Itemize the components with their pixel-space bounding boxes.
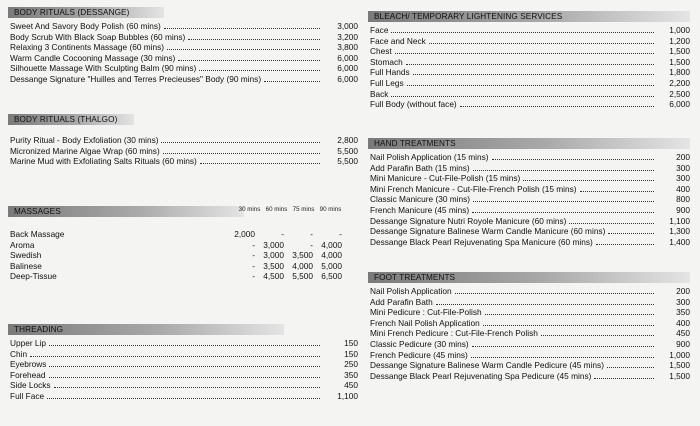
massage-table [8, 229, 358, 282]
list-item [368, 339, 690, 350]
leader-dots [49, 366, 320, 367]
leader-dots [472, 346, 654, 347]
duration-columns [236, 206, 344, 213]
price-30: - [252, 250, 255, 261]
list-item [368, 237, 690, 248]
leader-dots [483, 325, 654, 326]
item-label: Body Scrub With Black Soap Bubbles (60 mins) [10, 31, 186, 42]
item-label: Purity Ritual - Body Exfoliation (30 mins) [10, 135, 159, 145]
item-price: 1,000 [669, 349, 690, 360]
list-item [368, 163, 690, 174]
item-price: 2,800 [337, 135, 358, 145]
item-label: French Nail Polish Application [370, 317, 480, 328]
list-item [8, 42, 358, 53]
leader-dots [596, 244, 654, 245]
list-item [8, 63, 358, 74]
item-label: Full Face [10, 390, 45, 401]
price-75: - [310, 229, 313, 239]
list-item [368, 328, 690, 339]
leader-dots [391, 96, 654, 97]
item-price: 800 [676, 194, 690, 205]
list-item [8, 380, 358, 391]
leader-dots [49, 345, 320, 346]
leader-dots [47, 398, 320, 399]
price-90: 6,500 [321, 271, 342, 282]
leader-dots [472, 212, 654, 213]
leader-dots [188, 39, 320, 40]
leader-dots [406, 64, 654, 65]
column-header: 30 mins [238, 206, 261, 213]
item-label: Relaxing 3 Continents Massage (60 mins) [10, 42, 165, 53]
list-item [368, 46, 690, 57]
item-label: Silhouette Massage With Sculpting Balm (90 mins) [10, 63, 197, 74]
item-label: Classic Manicure (30 mins) [370, 194, 471, 205]
item-label: Mini Pedicure : Cut-File-Polish [370, 307, 482, 318]
item-label: Classic Pedicure (30 mins) [370, 338, 469, 349]
leader-dots [607, 367, 654, 368]
list-item [368, 152, 690, 163]
item-label: Dessange Black Pearl Rejuvenating Spa Manicure (60 mins) [370, 236, 593, 247]
item-price: 5,500 [337, 156, 358, 167]
list-item [8, 135, 358, 146]
section-title: THREADING [8, 324, 284, 335]
section-title: BLEACH/ TEMPORARY LIGHTENING SERVICES [368, 11, 690, 22]
item-label: Full Hands [370, 67, 410, 78]
item-price: 400 [676, 183, 690, 194]
item-label: Side Locks [10, 380, 51, 391]
leader-dots [264, 81, 320, 82]
list-item [368, 173, 690, 184]
item-label: Sweet And Savory Body Polish (60 mins) [10, 21, 161, 31]
list-item [368, 226, 690, 237]
section-title: FOOT TREATMENTS [368, 272, 690, 283]
leader-dots [391, 32, 654, 33]
item-label: Stomach [370, 56, 403, 67]
leader-dots [161, 142, 320, 143]
price-30: - [252, 271, 255, 282]
list-item [368, 318, 690, 329]
list-item [368, 350, 690, 361]
item-label: French Pedicure (45 mins) [370, 349, 468, 360]
item-label: Nail Polish Application [370, 286, 452, 296]
leader-dots [49, 377, 320, 378]
leader-dots [473, 201, 654, 202]
item-price: 1,000 [669, 25, 690, 35]
item-price: 900 [676, 338, 690, 349]
leader-dots [164, 28, 320, 29]
leader-dots [413, 74, 654, 75]
item-list [368, 25, 690, 110]
price-75: - [310, 239, 313, 250]
list-item [368, 371, 690, 382]
list-item [368, 205, 690, 216]
item-label: Aroma [10, 239, 35, 250]
leader-dots [199, 70, 320, 71]
item-price: 5,500 [337, 145, 358, 156]
price-90: - [339, 229, 342, 239]
price-60: 3,500 [263, 260, 284, 271]
item-price: 6,000 [337, 63, 358, 74]
list-item [368, 36, 690, 47]
item-price: 6,000 [337, 52, 358, 63]
leader-dots [471, 357, 654, 358]
leader-dots [163, 153, 320, 154]
item-label: Back [370, 88, 389, 99]
massages-header [8, 206, 358, 217]
price-60: 3,000 [263, 250, 284, 261]
leader-dots [569, 223, 654, 224]
item-price: 2,500 [669, 88, 690, 99]
list-item [368, 89, 690, 100]
item-label: Marine Mud with Exfoliating Salts Rituals (60 mins) [10, 156, 197, 167]
item-label: Deep-Tissue [10, 271, 57, 282]
list-item [368, 194, 690, 205]
section-title: BODY RITUALS (THALGO) [8, 114, 134, 125]
list-item [8, 338, 358, 349]
item-label: Mini Manicure - Cut-File-Polish (15 mins) [370, 173, 521, 184]
item-price: 1,500 [669, 370, 690, 381]
item-price: 350 [344, 369, 358, 380]
list-item [368, 307, 690, 318]
item-price: 1,400 [669, 236, 690, 247]
leader-dots [492, 159, 654, 160]
item-price: 6,000 [669, 99, 690, 110]
price-75: 5,500 [292, 271, 313, 282]
list-item [368, 184, 690, 195]
list-item [8, 156, 358, 167]
price-75: 3,500 [292, 250, 313, 261]
column-header: 75 mins [292, 206, 315, 213]
leader-dots [594, 378, 654, 379]
list-item [8, 359, 358, 370]
item-label: Full Legs [370, 77, 404, 88]
item-list [8, 338, 358, 402]
item-price: 150 [344, 338, 358, 348]
list-item [8, 74, 358, 85]
price-30: - [252, 260, 255, 271]
item-price: 300 [676, 173, 690, 184]
item-label: French Manicure (45 mins) [370, 204, 470, 215]
table-row [8, 240, 358, 251]
item-price: 2,200 [669, 77, 690, 88]
item-label: Balinese [10, 260, 42, 271]
item-label: Dessange Signature Balinese Warm Candle Manicure (60 mins) [370, 226, 606, 237]
item-label: Add Parafin Bath [370, 296, 433, 307]
list-item [368, 297, 690, 308]
leader-dots [455, 293, 654, 294]
item-label: Chin [10, 348, 28, 359]
item-price: 1,500 [669, 46, 690, 57]
item-label: Mini French Manicure - Cut-File-French Polish (15 mins) [370, 183, 577, 194]
leader-dots [407, 85, 654, 86]
item-label: Dessange Signature Nutri Royole Manicure (60 mins) [370, 215, 567, 226]
leader-dots [30, 356, 320, 357]
price-90: 4,000 [321, 239, 342, 250]
item-price: 1,500 [669, 56, 690, 67]
table-row [8, 271, 358, 282]
item-price: 1,100 [669, 215, 690, 226]
item-price: 3,000 [337, 21, 358, 31]
item-price: 300 [676, 296, 690, 307]
list-item [8, 370, 358, 381]
item-label: Mini French Pedicure : Cut-File-French Polish [370, 328, 538, 339]
item-label: Warm Candle Cocooning Massage (30 mins) [10, 52, 176, 63]
item-label: Dessange Signature Balinese Warm Candle Pedicure (45 mins) [370, 360, 604, 371]
list-item [368, 99, 690, 110]
item-price: 3,800 [337, 42, 358, 53]
list-item [368, 67, 690, 78]
leader-dots [436, 304, 654, 305]
list-item [8, 21, 358, 32]
item-price: 1,200 [669, 35, 690, 46]
item-list [368, 286, 690, 381]
leader-dots [167, 49, 320, 50]
item-price: 900 [676, 204, 690, 215]
list-item [8, 53, 358, 64]
leader-dots [580, 191, 654, 192]
leader-dots [485, 314, 654, 315]
leader-dots [429, 43, 654, 44]
section-threading [8, 324, 358, 402]
item-list [8, 135, 358, 167]
list-item [368, 78, 690, 89]
item-label: Forehead [10, 369, 46, 380]
column-header: 90 mins [319, 206, 342, 213]
item-price: 1,500 [669, 360, 690, 371]
list-item [368, 216, 690, 227]
item-label: Dessange Black Pearl Rejuvenating Spa Pedicure (45 mins) [370, 370, 592, 381]
item-price: 400 [676, 317, 690, 328]
item-label: Upper Lip [10, 338, 46, 348]
item-label: Swedish [10, 250, 42, 261]
section-body-rituals-dessange [8, 7, 358, 85]
item-list [8, 21, 358, 85]
item-price: 200 [676, 286, 690, 296]
price-30: - [252, 239, 255, 250]
leader-dots [541, 335, 654, 336]
item-list [368, 152, 690, 247]
section-body-rituals-thalgo [8, 114, 358, 167]
item-label: Add Parafin Bath (15 mins) [370, 162, 470, 173]
item-price: 300 [676, 162, 690, 173]
list-item [8, 349, 358, 360]
section-massages [8, 206, 358, 282]
item-label: Nail Polish Application (15 mins) [370, 152, 489, 162]
section-foot-treatments [368, 272, 690, 381]
item-label: Micronized Marine Algae Wrap (60 mins) [10, 145, 160, 156]
item-price: 200 [676, 152, 690, 162]
column-header: 60 mins [265, 206, 288, 213]
list-item [368, 360, 690, 371]
section-hand-treatments [368, 138, 690, 247]
list-item [8, 391, 358, 402]
list-item [368, 286, 690, 297]
section-title: HAND TREATMENTS [368, 138, 690, 149]
section-title: BODY RITUALS (DESSANGE) [8, 7, 164, 18]
item-price: 6,000 [337, 73, 358, 84]
price-60: 3,000 [263, 239, 284, 250]
item-price: 3,200 [337, 31, 358, 42]
price-30: 2,000 [234, 229, 255, 239]
list-item [8, 32, 358, 43]
section-title: MASSAGES [8, 206, 244, 217]
leader-dots [395, 53, 654, 54]
item-label: Eyebrows [10, 359, 47, 370]
price-90: 4,000 [321, 250, 342, 261]
item-price: 350 [676, 307, 690, 318]
price-75: 4,000 [292, 260, 313, 271]
price-60: 4,500 [263, 271, 284, 282]
item-price: 1,800 [669, 67, 690, 78]
table-row [8, 250, 358, 261]
item-price: 1,300 [669, 226, 690, 237]
item-price: 450 [676, 328, 690, 339]
item-price: 150 [344, 348, 358, 359]
item-price: 250 [344, 359, 358, 370]
leader-dots [523, 180, 654, 181]
leader-dots [473, 170, 654, 171]
leader-dots [608, 233, 654, 234]
item-label: Face and Neck [370, 35, 426, 46]
list-item [368, 57, 690, 68]
price-60: - [281, 229, 284, 239]
table-row [8, 229, 358, 240]
section-bleach [368, 11, 690, 110]
item-price: 450 [344, 380, 358, 391]
item-label: Back Massage [10, 229, 65, 239]
item-price: 1,100 [337, 390, 358, 401]
price-90: 5,000 [321, 260, 342, 271]
leader-dots [460, 106, 654, 107]
item-label: Face [370, 25, 389, 35]
list-item [368, 25, 690, 36]
table-row [8, 261, 358, 272]
leader-dots [54, 387, 320, 388]
item-label: Full Body (without face) [370, 99, 457, 110]
leader-dots [178, 60, 320, 61]
item-label: Dessange Signature "Huilles and Terres Precieuses" Body (90 mins) [10, 73, 262, 84]
leader-dots [200, 163, 320, 164]
list-item [8, 146, 358, 157]
item-label: Chest [370, 46, 392, 57]
